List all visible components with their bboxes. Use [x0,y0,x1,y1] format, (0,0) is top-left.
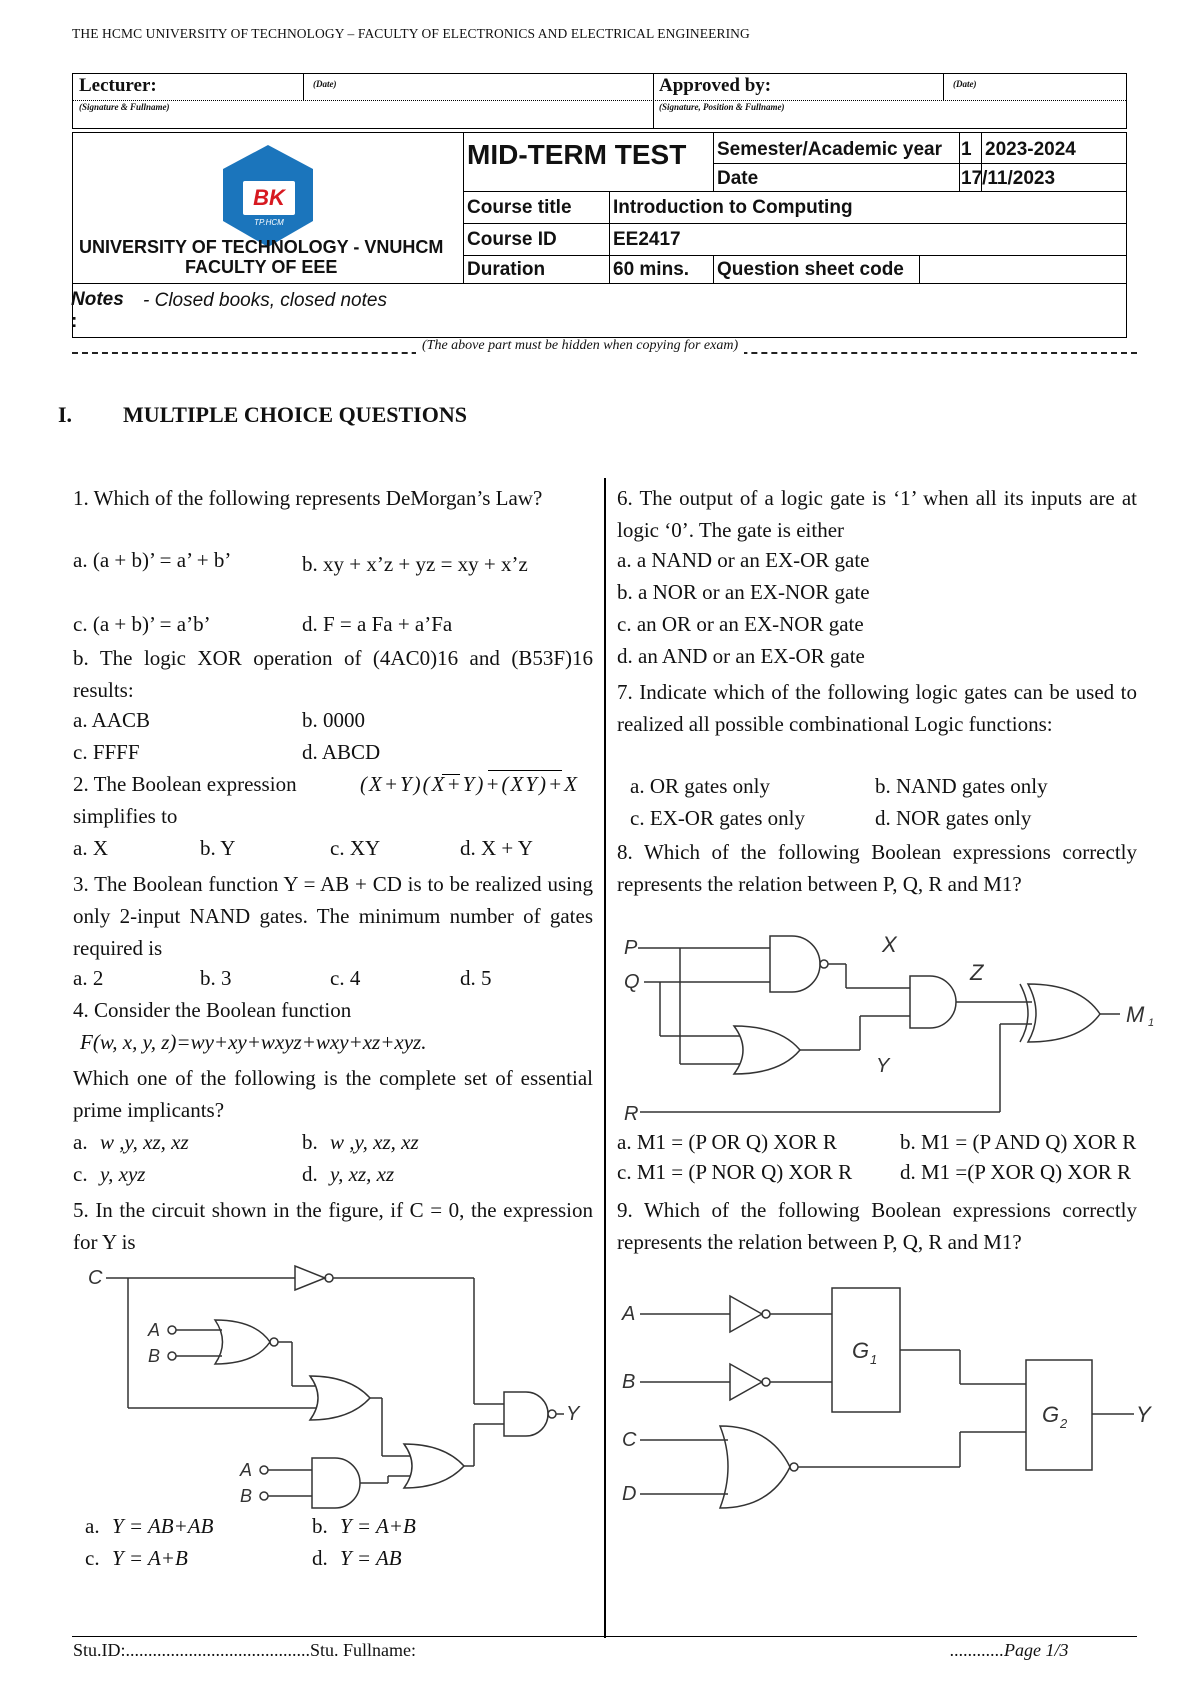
footer-rule [72,1636,1137,1637]
svg-text:Z: Z [970,960,984,985]
svg-text:Y: Y [1136,1402,1151,1427]
q7-option-c: c. EX-OR gates only [630,806,805,830]
q5-option-a-label: a. [85,1514,100,1538]
svg-text:D: D [622,1483,637,1505]
q4-option-a-label: a. [73,1130,88,1154]
q4-option-b: w ,y, xz, xz [330,1130,419,1154]
q8-circuit-diagram [620,930,1160,1130]
q5-circuit-diagram [80,1262,600,1512]
q7-text: 7. Indicate which of the following logic gates can be used to realized all possible combinational Logic functions: [617,680,1137,736]
section-number: I. [58,402,73,427]
lecturer-date: (Date) [313,79,337,89]
course-id-value: EE2417 [613,229,681,250]
q4-text: 4. Consider the Boolean function [73,998,352,1022]
q5-text: 5. In the circuit shown in the figure, if C = 0, the expression for Y is [73,1198,593,1254]
svg-text:G: G [1042,1402,1060,1427]
q2-option-a: a. X [73,836,108,860]
q2-option-c: c. XY [330,836,381,860]
q8-option-d: d. M1 =(P XOR Q) XOR R [900,1160,1131,1184]
duration-label: Duration [467,259,546,280]
q6-option-c: c. an OR or an EX-NOR gate [617,612,864,636]
q4-option-b-label: b. [302,1130,318,1154]
date-value: 17/11/2023 [961,168,1056,189]
q2-text2: simplifies to [73,804,178,828]
q4-option-c: y, xyz [100,1162,146,1186]
svg-text:Y: Y [876,1055,890,1077]
q1-option-b: b. xy + x’z + yz = xy + x’z [302,552,528,576]
notes-label: Notes [71,289,124,310]
qb-option-d: d. ABCD [302,740,381,764]
column-divider [604,478,606,1638]
approved-label: Approved by: [659,75,772,96]
svg-text:A: A [240,1460,253,1480]
svg-text:P: P [624,937,638,959]
q4-option-d: y, xz, xz [330,1162,395,1186]
date-label: Date [717,168,759,189]
q4-option-d-label: d. [302,1162,318,1186]
q4-function: F(w, x, y, z)=wy+xy+wxyz+wxy+xz+xyz. [80,1030,427,1054]
q5-option-d: Y = AB [340,1546,402,1570]
q8-text: 8. Which of the following Boolean expressions correctly represents the relation between P, Q, R and M1? [617,840,1137,896]
year-value: 2023-2024 [985,139,1076,160]
q2-option-d: d. X + Y [460,836,533,860]
q3-option-b: b. 3 [200,966,232,990]
q8-option-a: a. M1 = (P OR Q) XOR R [617,1130,837,1154]
semester-label: Semester/Academic year [717,139,942,160]
q1-option-d: d. F = a Fa + a’Fa [302,612,453,636]
q8-option-b: b. M1 = (P AND Q) XOR R [900,1130,1137,1154]
overbar [442,774,460,775]
signature-box [72,73,1127,129]
svg-text:A: A [148,1320,161,1340]
q6-option-b: b. a NOR or an EX-NOR gate [617,580,870,604]
svg-text:M: M [1126,1002,1145,1027]
svg-text:B: B [148,1346,161,1366]
logo-sub: TP.HCM [254,218,284,227]
svg-text:R: R [624,1103,639,1125]
student-info: Stu.ID:.........................................Stu. Fullname: [73,1640,417,1660]
university-name: UNIVERSITY OF TECHNOLOGY - VNUHCM [79,237,444,257]
notes-value: - Closed books, closed notes [143,290,387,311]
q2-expression: (X+Y)(X+Y)+(XY)+X [360,772,579,796]
semester-value: 1 [961,139,972,160]
qb-option-c: c. FFFF [73,740,140,764]
svg-text:Q: Q [624,971,640,993]
svg-text:B: B [622,1371,636,1393]
q5-option-c: Y = A+B [112,1546,188,1570]
q7-option-b: b. NAND gates only [875,774,1048,798]
qb-option-b: b. 0000 [302,708,365,732]
logo-text: BK [253,185,285,210]
svg-text:X: X [882,932,897,957]
q5-option-d-label: d. [312,1546,328,1570]
qb-text: b. The logic XOR operation of (4AC0)16 and (B53F)16 results: [73,646,593,702]
overbar [488,770,562,771]
notes-colon: : [71,311,78,332]
question-sheet-label: Question sheet code [717,259,904,280]
q7-option-a: a. OR gates only [630,774,770,798]
lecturer-label: Lecturer: [79,75,157,96]
q6-text: 6. The output of a logic gate is ‘1’ when all its inputs are at logic ‘0’. The gate is either [617,486,1137,542]
exam-header-table [72,132,1127,338]
course-title-value: Introduction to Computing [613,197,853,218]
qb-option-a: a. AACB [73,708,151,732]
svg-text:A: A [622,1303,636,1325]
svg-text:C: C [88,1267,103,1289]
q5-option-b-label: b. [312,1514,328,1538]
q1-text: 1. Which of the following represents DeMorgan’s Law? [73,486,543,510]
q3-option-c: c. 4 [330,966,361,990]
duration-value: 60 mins. [613,259,690,280]
svg-text:1: 1 [1148,1017,1155,1029]
q9-text: 9. Which of the following Boolean expressions correctly represents the relation between P, Q, R and M1? [617,1198,1137,1254]
q3-option-a: a. 2 [73,966,104,990]
svg-text:C: C [622,1429,637,1451]
cut-line-text: (The above part must be hidden when copying for exam) [416,338,744,354]
q5-option-a: Y = AB+AB [112,1514,214,1538]
svg-text:Y: Y [566,1403,580,1425]
q5-option-b: Y = A+B [340,1514,416,1538]
svg-text:G: G [852,1338,870,1363]
svg-text:1: 1 [870,1352,878,1367]
q2-text: 2. The Boolean expression [73,772,297,796]
lecturer-sub: (Signature & Fullname) [79,102,170,112]
q6-option-a: a. a NAND or an EX-OR gate [617,548,870,572]
q4-text2: Which one of the following is the complete set of essential prime implicants? [73,1066,593,1122]
q3-option-d: d. 5 [460,966,492,990]
exam-title: MID-TERM TEST [467,139,687,170]
q3-text: 3. The Boolean function Y = AB + CD is to be realized using only 2-input NAND gates. The minimum number of gates required is [73,872,593,960]
q7-option-d: d. NOR gates only [875,806,1032,830]
q1-option-c: c. (a + b)’ = a’b’ [73,612,211,636]
section-title: MULTIPLE CHOICE QUESTIONS [123,402,467,427]
course-title-label: Course title [467,197,572,218]
institution-header: THE HCMC UNIVERSITY OF TECHNOLOGY – FACULTY OF ELECTRONICS AND ELECTRICAL ENGINEERING [72,26,750,41]
approved-date: (Date) [953,79,977,89]
course-id-label: Course ID [467,229,557,250]
university-logo [213,141,323,251]
approved-sub: (Signature, Position & Fullname) [659,102,785,112]
q2-option-b: b. Y [200,836,236,860]
page-number: ............Page 1/3 [950,1640,1069,1660]
q4-option-c-label: c. [73,1162,88,1186]
q6-option-d: d. an AND or an EX-OR gate [617,644,865,668]
svg-text:B: B [240,1486,253,1506]
svg-text:2: 2 [1060,1416,1068,1431]
q1-option-a: a. (a + b)’ = a’ + b’ [73,548,232,572]
q9-circuit-diagram [620,1286,1160,1526]
q8-option-c: c. M1 = (P NOR Q) XOR R [617,1160,853,1184]
q5-option-c-label: c. [85,1546,100,1570]
q4-option-a: w ,y, xz, xz [100,1130,189,1154]
faculty-name: FACULTY OF EEE [185,257,338,277]
